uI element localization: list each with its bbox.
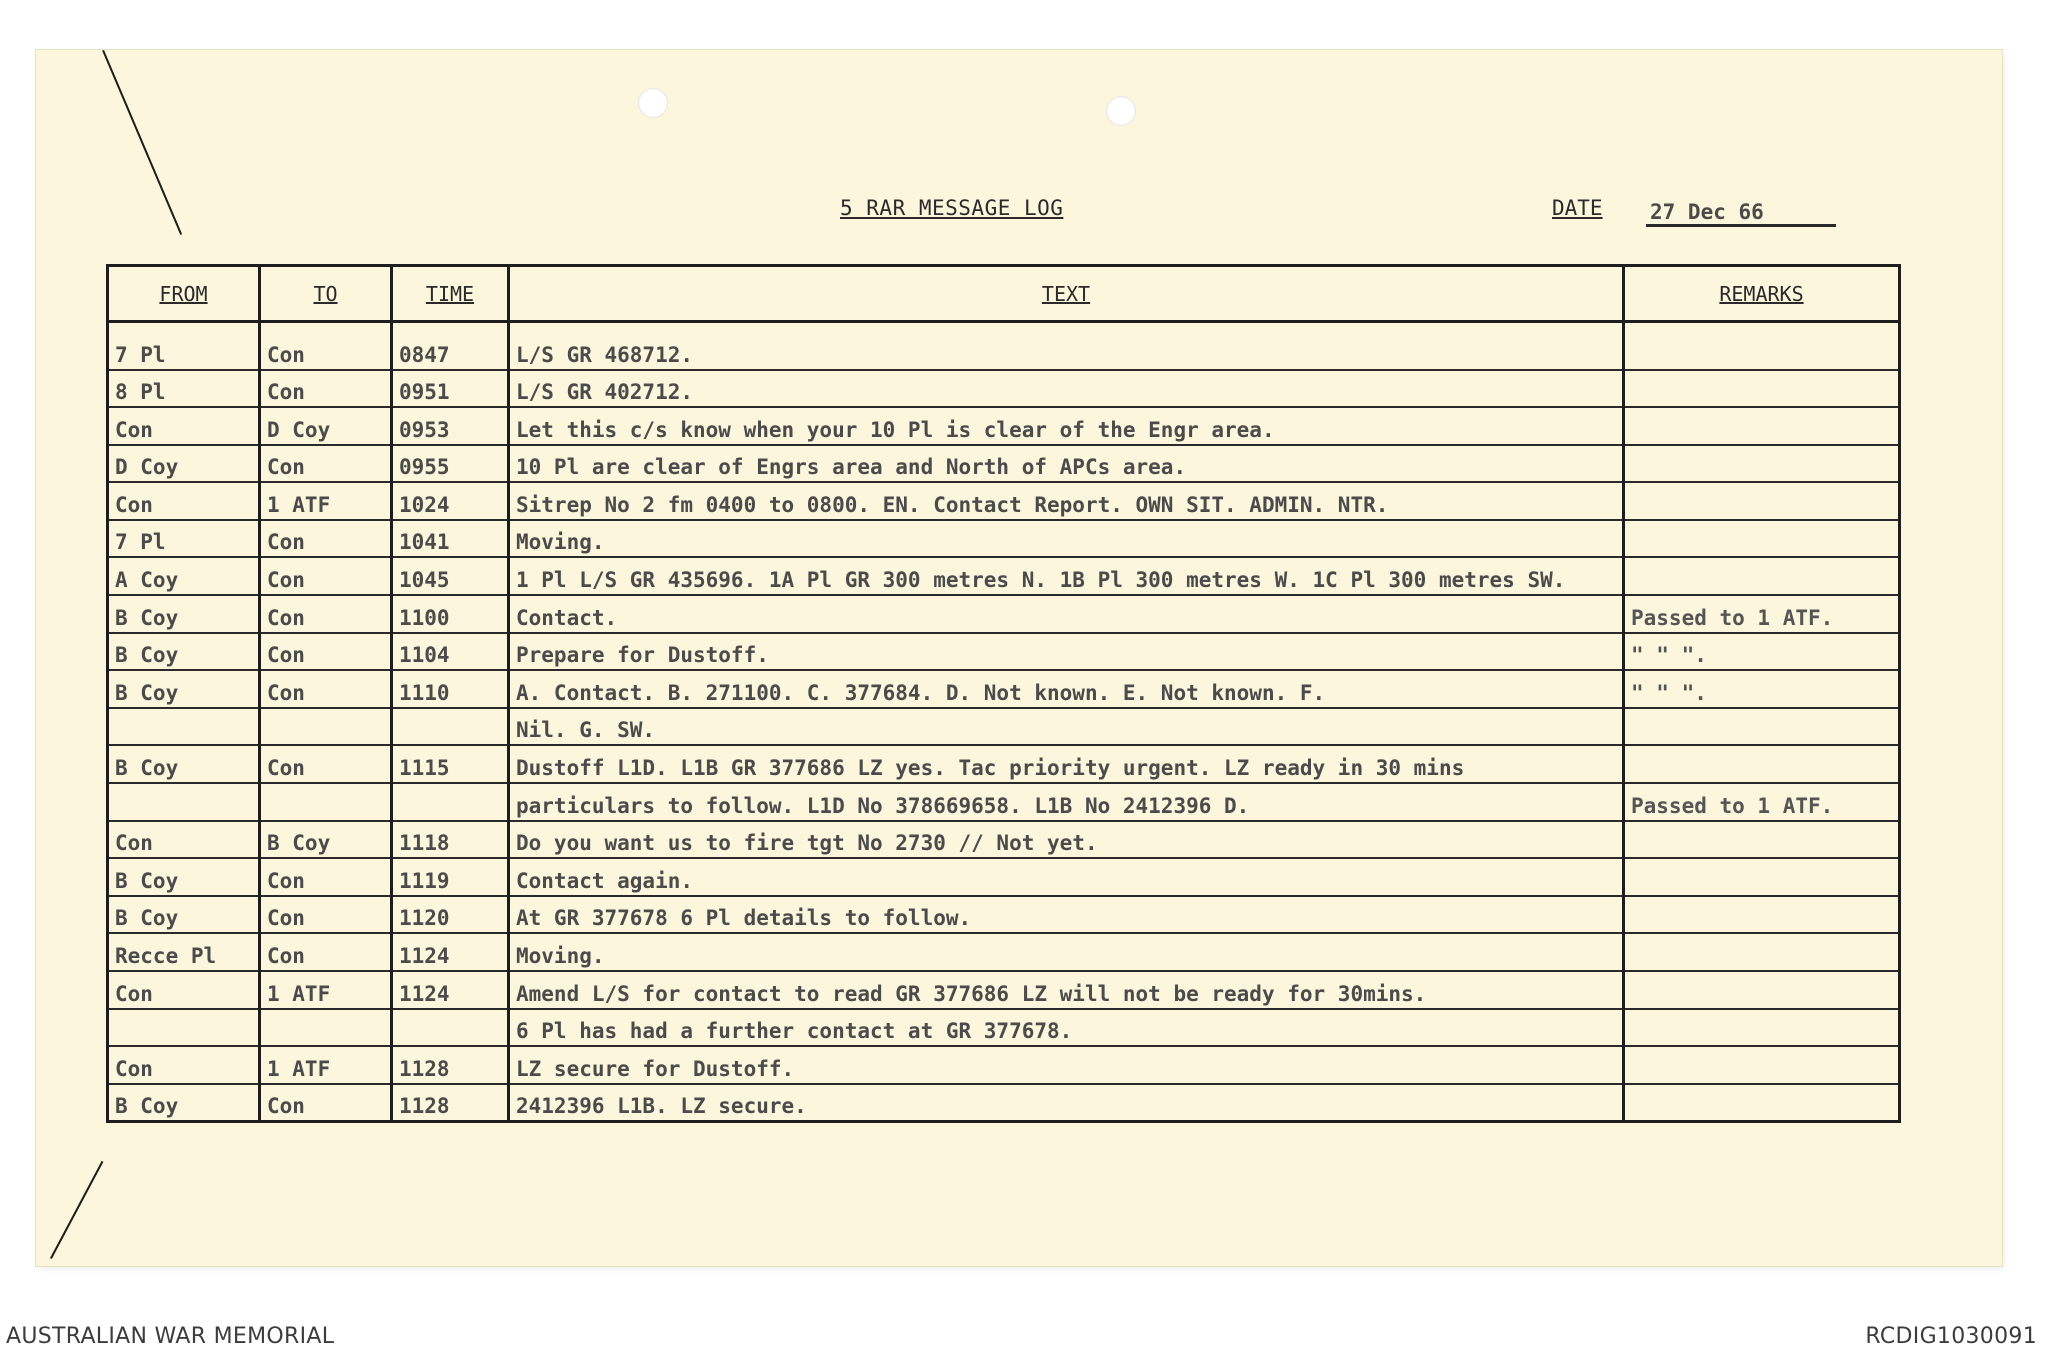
- cell-text: Let this c/s know when your 10 Pl is clear of the Engr area.: [509, 407, 1624, 445]
- page-title: 5 RAR MESSAGE LOG: [840, 196, 1064, 220]
- cell-to: Con: [260, 332, 392, 370]
- cell-from: B Coy: [108, 595, 260, 633]
- cell-to: B Coy: [260, 821, 392, 859]
- cell-text: Moving.: [509, 520, 1624, 558]
- cell-to: [260, 1009, 392, 1047]
- table-row: [108, 332, 1900, 370]
- table-spacer-row: [108, 322, 1900, 332]
- message-log-table: [106, 264, 1901, 1123]
- cell-text: Contact again.: [509, 858, 1624, 896]
- cell-text: particulars to follow. L1D No 378669658. L1B No 2412396 D.: [509, 783, 1624, 821]
- cell-to: Con: [260, 896, 392, 934]
- fold-line-top-left: [102, 50, 182, 235]
- cell-time: 1124: [392, 971, 509, 1009]
- fold-line-bottom-left: [50, 1161, 103, 1259]
- cell-text: A. Contact. B. 271100. C. 377684. D. Not known. E. Not known. F.: [509, 670, 1624, 708]
- table-row: [108, 821, 1900, 859]
- cell-from: A Coy: [108, 557, 260, 595]
- table-row: [108, 1046, 1900, 1084]
- table-row: [108, 858, 1900, 896]
- cell-remarks: [1624, 1084, 1900, 1122]
- cell-to: [260, 708, 392, 746]
- cell-remarks: Passed to 1 ATF.: [1624, 595, 1900, 633]
- cell-to: 1 ATF: [260, 1046, 392, 1084]
- cell-time: 1119: [392, 858, 509, 896]
- cell-time: 0951: [392, 370, 509, 408]
- cell-remarks: [1624, 708, 1900, 746]
- cell-remarks: [1624, 858, 1900, 896]
- cell-text: LZ secure for Dustoff.: [509, 1046, 1624, 1084]
- header-from: FROM: [108, 266, 260, 322]
- cell-time: 0953: [392, 407, 509, 445]
- cell-remarks: [1624, 933, 1900, 971]
- cell-from: [108, 708, 260, 746]
- cell-to: Con: [260, 557, 392, 595]
- cell-text: Moving.: [509, 933, 1624, 971]
- table-row: [108, 407, 1900, 445]
- cell-remarks: [1624, 370, 1900, 408]
- punch-hole-left: [638, 88, 668, 118]
- cell-text: Sitrep No 2 fm 0400 to 0800. EN. Contact Report. OWN SIT. ADMIN. NTR.: [509, 482, 1624, 520]
- cell-time: 1118: [392, 821, 509, 859]
- cell-from: 7 Pl: [108, 520, 260, 558]
- cell-from: Con: [108, 821, 260, 859]
- cell-remarks: [1624, 1046, 1900, 1084]
- cell-from: Con: [108, 482, 260, 520]
- cell-time: 0847: [392, 332, 509, 370]
- cell-text: Do you want us to fire tgt No 2730 // Not yet.: [509, 821, 1624, 859]
- cell-time: 1128: [392, 1046, 509, 1084]
- cell-from: B Coy: [108, 745, 260, 783]
- cell-to: 1 ATF: [260, 482, 392, 520]
- table-row: [108, 783, 1900, 821]
- cell-remarks: " " ".: [1624, 633, 1900, 671]
- cell-from: D Coy: [108, 445, 260, 483]
- cell-to: Con: [260, 670, 392, 708]
- cell-text: 10 Pl are clear of Engrs area and North of APCs area.: [509, 445, 1624, 483]
- cell-to: Con: [260, 595, 392, 633]
- cell-text: L/S GR 468712.: [509, 332, 1624, 370]
- cell-to: Con: [260, 745, 392, 783]
- cell-text: At GR 377678 6 Pl details to follow.: [509, 896, 1624, 934]
- cell-from: B Coy: [108, 670, 260, 708]
- cell-text: Amend L/S for contact to read GR 377686 LZ will not be ready for 30mins.: [509, 971, 1624, 1009]
- header-text: TEXT: [509, 266, 1624, 322]
- cell-to: Con: [260, 1084, 392, 1122]
- footer-source-label: AUSTRALIAN WAR MEMORIAL: [6, 1324, 335, 1349]
- cell-time: 0955: [392, 445, 509, 483]
- table-row: [108, 482, 1900, 520]
- cell-to: Con: [260, 370, 392, 408]
- header-remarks: REMARKS: [1624, 266, 1900, 322]
- cell-remarks: [1624, 520, 1900, 558]
- cell-remarks: [1624, 1009, 1900, 1047]
- cell-time: [392, 783, 509, 821]
- cell-to: Con: [260, 633, 392, 671]
- cell-text: 2412396 L1B. LZ secure.: [509, 1084, 1624, 1122]
- cell-from: B Coy: [108, 633, 260, 671]
- cell-to: [260, 783, 392, 821]
- cell-time: [392, 708, 509, 746]
- cell-time: [392, 1009, 509, 1047]
- cell-text: 6 Pl has had a further contact at GR 377678.: [509, 1009, 1624, 1047]
- cell-remarks: [1624, 745, 1900, 783]
- cell-from: [108, 783, 260, 821]
- cell-to: Con: [260, 520, 392, 558]
- header-to: TO: [260, 266, 392, 322]
- cell-to: D Coy: [260, 407, 392, 445]
- cell-from: 8 Pl: [108, 370, 260, 408]
- cell-remarks: " " ".: [1624, 670, 1900, 708]
- cell-from: [108, 1009, 260, 1047]
- cell-remarks: [1624, 896, 1900, 934]
- cell-remarks: [1624, 407, 1900, 445]
- table-body: [108, 322, 1900, 1122]
- cell-from: Con: [108, 407, 260, 445]
- table-row: [108, 445, 1900, 483]
- cell-time: 1110: [392, 670, 509, 708]
- cell-text: Dustoff L1D. L1B GR 377686 LZ yes. Tac priority urgent. LZ ready in 30 mins: [509, 745, 1624, 783]
- cell-text: Contact.: [509, 595, 1624, 633]
- table-header-row: [108, 266, 1900, 322]
- cell-time: 1115: [392, 745, 509, 783]
- cell-from: B Coy: [108, 858, 260, 896]
- punch-hole-right: [1106, 96, 1136, 126]
- cell-time: 1120: [392, 896, 509, 934]
- table-row: [108, 896, 1900, 934]
- cell-remarks: [1624, 482, 1900, 520]
- table-row: [108, 971, 1900, 1009]
- cell-text: Nil. G. SW.: [509, 708, 1624, 746]
- cell-remarks: [1624, 445, 1900, 483]
- table-row: [108, 933, 1900, 971]
- cell-from: Recce Pl: [108, 933, 260, 971]
- table-row: [108, 595, 1900, 633]
- cell-text: Prepare for Dustoff.: [509, 633, 1624, 671]
- cell-remarks: [1624, 557, 1900, 595]
- cell-to: Con: [260, 445, 392, 483]
- cell-remarks: [1624, 332, 1900, 370]
- table-row: [108, 633, 1900, 671]
- table-row: [108, 520, 1900, 558]
- cell-remarks: [1624, 971, 1900, 1009]
- table-row: [108, 370, 1900, 408]
- cell-to: 1 ATF: [260, 971, 392, 1009]
- cell-time: 1100: [392, 595, 509, 633]
- table-row: [108, 557, 1900, 595]
- cell-time: 1041: [392, 520, 509, 558]
- cell-remarks: Passed to 1 ATF.: [1624, 783, 1900, 821]
- cell-from: B Coy: [108, 896, 260, 934]
- cell-text: L/S GR 402712.: [509, 370, 1624, 408]
- header-time: TIME: [392, 266, 509, 322]
- cell-time: 1124: [392, 933, 509, 971]
- date-label: DATE: [1552, 196, 1603, 220]
- table-row: [108, 745, 1900, 783]
- table-row: [108, 1084, 1900, 1122]
- table-row: [108, 1009, 1900, 1047]
- cell-time: 1045: [392, 557, 509, 595]
- cell-from: Con: [108, 1046, 260, 1084]
- cell-from: B Coy: [108, 1084, 260, 1122]
- cell-time: 1024: [392, 482, 509, 520]
- table-row: [108, 670, 1900, 708]
- cell-remarks: [1624, 821, 1900, 859]
- cell-to: Con: [260, 933, 392, 971]
- date-value: 27 Dec 66: [1646, 200, 1836, 227]
- cell-time: 1128: [392, 1084, 509, 1122]
- cell-text: 1 Pl L/S GR 435696. 1A Pl GR 300 metres N. 1B Pl 300 metres W. 1C Pl 300 metres SW.: [509, 557, 1624, 595]
- cell-from: 7 Pl: [108, 332, 260, 370]
- table-row: [108, 708, 1900, 746]
- cell-time: 1104: [392, 633, 509, 671]
- cell-to: Con: [260, 858, 392, 896]
- footer-catalogue-id: RCDIG1030091: [1865, 1324, 2037, 1349]
- cell-from: Con: [108, 971, 260, 1009]
